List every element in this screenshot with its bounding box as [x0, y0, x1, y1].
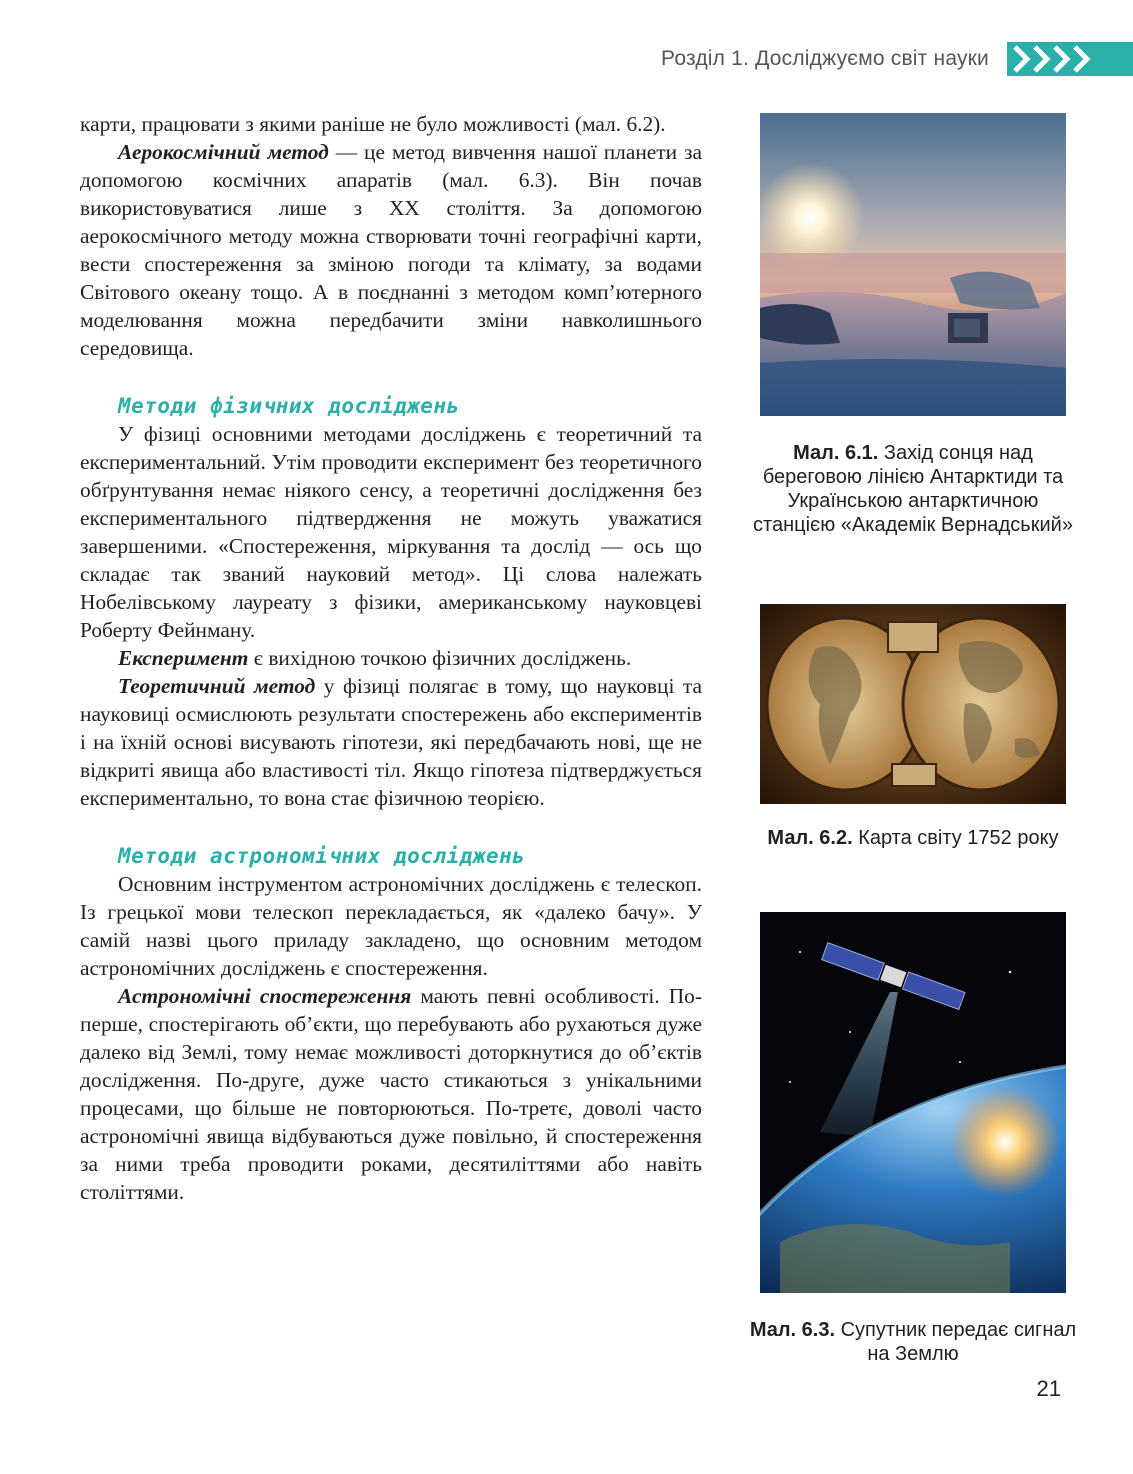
term: Аерокосмічний метод — [118, 140, 329, 164]
paragraph-text: є вихідною точкою фізичних досліджень. — [248, 646, 632, 670]
figure-caption — [748, 441, 1078, 537]
antarctic-sunset-image — [760, 113, 1066, 416]
world-map-image — [760, 604, 1066, 804]
paragraph: У фізиці основними методами досліджень є теоретичний та експериментальний. Утім проводити експеримент без теоретичного обґрунтування немає ніякого сенсу, а теоретичні дослідження без експериментального підтвердження не можуть уважатися завершеними. «Спостереження, міркування та дослід — ось що складає так званий науковий метод». Ці слова належать Нобелівському лауреату з фізики, американському науковцеві Роберту Фейнману. — [80, 422, 702, 642]
satellite-earth-image — [760, 912, 1066, 1293]
figure-label: Мал. 6.1. — [793, 442, 879, 464]
caption-text: Карта світу 1752 року — [852, 827, 1059, 849]
page-number: 21 — [1036, 1376, 1061, 1401]
paragraph — [80, 138, 702, 362]
page-header — [661, 40, 1133, 78]
paragraph — [80, 644, 702, 672]
paragraph: карти, працювати з якими раніше не було можливості (мал. 6.2). — [80, 112, 666, 136]
paragraph-text: у фізиці полягає в тому, що науковці та науковиці осмислюють результати спостережень або експериментів і на їхній основі висувають гіпотези, які передбачають нові, ще не відкриті явища або властивості тіл. Якщо гіпотеза підтверджується експериментально, то вона стає фізичною теорією. — [80, 674, 702, 810]
chevrons-icon — [1007, 42, 1133, 76]
figure-caption — [748, 826, 1078, 850]
figure-caption — [748, 1318, 1078, 1366]
caption-text: Супутник передає сигнал на Землю — [835, 1319, 1077, 1365]
term: Теоретичний метод — [118, 674, 316, 698]
figure-label: Мал. 6.2. — [767, 827, 853, 849]
caption-text: Захід сонця над береговою лінією Антарктиди та Українською антарктичною станцією «Академік Вернадський» — [753, 442, 1073, 536]
paragraph-text: — це метод вивчення нашої планети за допомогою космічних апаратів (мал. 6.3). Він почав використовуватися лише з XX століття. За допомогою аерокосмічного методу можна створювати точні географічні карти, вести спостереження за зміною погоди та клімату, за водами Світового океану тощо. А в поєднанні з методом комп’ютерного моделювання можна передбачити зміни навколишнього середовища. — [80, 140, 702, 360]
section-heading: Методи астрономічних досліджень — [118, 844, 526, 868]
term: Астрономічні спостереження — [118, 984, 412, 1008]
section-heading: Методи фізичних досліджень — [118, 394, 460, 418]
figure-label: Мал. 6.3. — [749, 1319, 836, 1341]
section-title: Розділ 1. Досліджуємо світ науки — [661, 47, 989, 70]
paragraph — [80, 672, 702, 812]
paragraph-text: мають певні особливості. По-перше, спостерігають об’єкти, що перебувають або рухаються дуже далеко від Землі, тому немає можливості доторкнутися до об’єктів дослідження. По-друге, дуже часто стикаються з унікальними процесами, що більше не повторюються. По-третє, доволі часто астрономічні явища відбуваються дуже повільно, й спостереження за ними треба проводити роками, десятиліттями або навіть століттями. — [80, 984, 702, 1204]
main-text — [80, 110, 702, 1206]
paragraph — [80, 982, 702, 1206]
paragraph: Основним інструментом астрономічних досліджень є телескоп. Із грецької мови телескоп перекладається, як «далеко бачу». У самій назві цього приладу закладено, що основним методом астрономічних досліджень є спостереження. — [80, 872, 702, 980]
term: Експеримент — [118, 646, 249, 670]
